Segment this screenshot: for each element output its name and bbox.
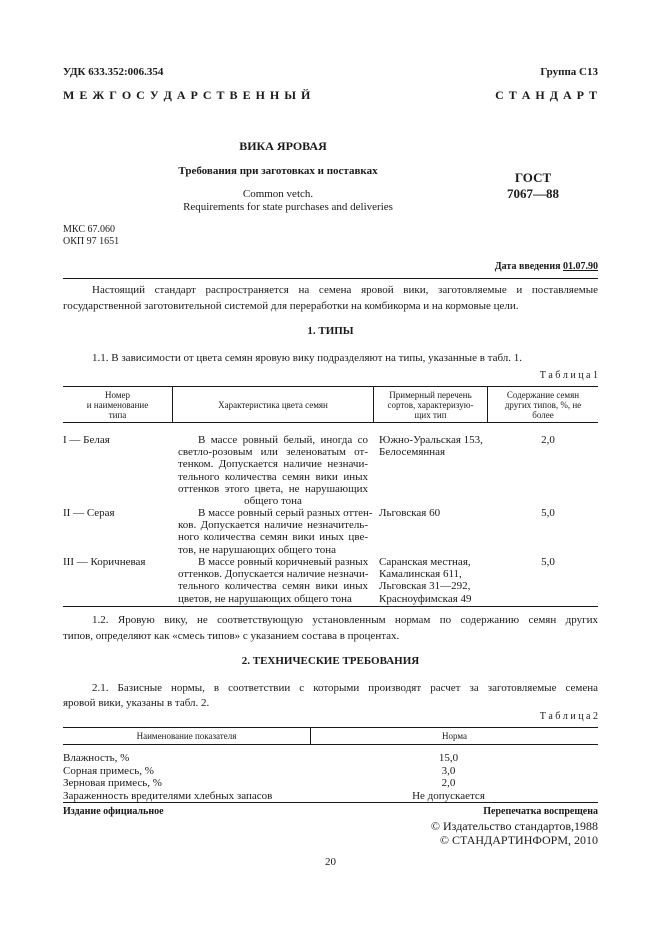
table-2-row-3-value: 2,0 [441, 777, 456, 789]
table-1-row-2-varieties: Льговская 60 [379, 507, 441, 519]
paragraph-2-1-line-1: 2.1. Базисные нормы, в соответствии с которыми производят расчет за заготовляемые семена [92, 682, 598, 694]
table-1-top-rule [63, 386, 598, 387]
copyright-1: © Издательство стандартов,1988 [430, 819, 598, 833]
gost-number: 7067—88 [507, 186, 559, 201]
table-1-row-1-description: В массе ровный белый, иногда со светло-розовым или зеленоватым от- тенком. Допускается наличие незначи- тельного количества семян вики иных оттенков этого цвета, не нарушающих общего тона [178, 434, 368, 508]
table-2-row-1-name: Влажность, % [63, 752, 130, 764]
standard-subtitle: Требования при заготовках и поставках [178, 165, 378, 177]
group-code: Группа С13 [540, 66, 598, 78]
table-1-header-type: Номер и наименование типа [86, 390, 149, 420]
banner-right: С Т А Н Д А Р Т [495, 88, 598, 102]
paragraph-1-2-line-1: 1.2. Яровую вику, не соответствующую установленным нормам по содержанию семян других [92, 614, 598, 626]
english-subtitle: Requirements for state purchases and deliveries [183, 201, 393, 213]
paragraph-2-1-line-2: яровой вики, указаны в табл. 2. [63, 697, 210, 709]
intro-date-value: 01.07.90 [563, 261, 598, 272]
page-number: 20 [325, 856, 336, 868]
table-2-header-indicator: Наименование показателя [136, 731, 237, 741]
table-1-label: Т а б л и ц а 1 [539, 370, 598, 381]
intro-date-label: Дата введения [494, 261, 561, 272]
intro-line-1: Настоящий стандарт распространяется на семена яровой вики, заготовляемые и поставляемые [92, 284, 598, 296]
table-1-header-description: Характеристика цвета семян [218, 400, 328, 410]
reprint-notice: Перепечатка воспрещена [483, 806, 598, 817]
table-2-header-rule [63, 744, 598, 745]
intro-line-2: государственной заготовительной системой для переработки на комбикорма и на кормовые цели. [63, 300, 519, 312]
table-1-row-1-type: I — Белая [63, 434, 110, 446]
section-2-heading: 2. ТЕХНИЧЕСКИЕ ТРЕБОВАНИЯ [241, 655, 420, 667]
table-1-header-varieties: Примерный перечень сортов, характеризую- щих тип [387, 390, 474, 420]
table-2-row-3-name: Зерновая примесь, % [63, 777, 162, 789]
section-1-heading: 1. ТИПЫ [307, 325, 354, 337]
table-2-row-2-name: Сорная примесь, % [63, 764, 154, 777]
table-2-indicator-column [63, 752, 272, 802]
table-2-row-2-value: 3,0 [441, 764, 456, 777]
table-1-bottom-rule [63, 606, 598, 607]
official-edition: Издание официальное [63, 806, 164, 817]
table-1-row-1-content: 2,0 [541, 434, 555, 446]
table-2-norm-column [311, 752, 586, 802]
table-2-header-norm: Норма [442, 731, 467, 741]
table-1-row-1-varieties: Южно-Уральская 153, Белосемянная [379, 434, 483, 459]
mks-code: МКС 67.060 [63, 224, 115, 235]
table-1-row-3-description: В массе ровный коричневый разных оттенков. Допускается наличие незначи- тельного количества семян вики иных цветов, не нарушающих общего тона [178, 556, 369, 605]
intro-date [495, 261, 598, 272]
table-2-row-1-value: 15,0 [438, 752, 459, 764]
table-1-row-3-type: III — Коричневая [63, 556, 146, 568]
standard-title: ВИКА ЯРОВАЯ [239, 139, 327, 153]
table-1-row-2-type: II — Серая [63, 507, 115, 519]
english-title: Common vetch. [242, 188, 314, 200]
paragraph-1-2-line-2: типов, определяют как «смесь типов» с указанием состава в процентах. [63, 630, 400, 642]
table-1-header-rule [63, 422, 598, 423]
table-2-top-rule [63, 727, 598, 728]
gost-label: ГОСТ [514, 170, 552, 185]
divider [63, 278, 598, 279]
okp-code: ОКП 97 1651 [63, 236, 120, 247]
udk-code: УДК 633.352:006.354 [63, 66, 164, 78]
table-2-bottom-rule [63, 802, 598, 803]
table-2-row-4-name: Зараженность вредителями хлебных запасов [63, 789, 273, 802]
banner-left: М Е Ж Г О С У Д А Р С Т В Е Н Н Ы Й [63, 88, 312, 102]
copyright-2: © СТАНДАРТИНФОРМ, 2010 [439, 833, 598, 847]
table-1-row-3-varieties: Саранская местная, Камалинская 611, Льговская 31—292, Красноуфимская 49 [379, 556, 472, 605]
table-1-header-content: Содержание семян других типов, %, не более [504, 390, 582, 420]
table-1-row-2-content: 5,0 [541, 507, 555, 519]
table-2-row-4-value: Не допускается [412, 789, 485, 802]
table-1-row-3-content: 5,0 [541, 556, 555, 568]
table-2-label: Т а б л и ц а 2 [539, 711, 598, 722]
paragraph-1-1: 1.1. В зависимости от цвета семян яровую вику подразделяют на типы, указанные в табл. 1. [92, 352, 523, 364]
table-1-row-2-description: В массе ровный серый разных оттен- ков. Допускается наличие незначитель- ного количества семян вики иных цве- тов, не нарушающих общего тона [178, 507, 373, 556]
